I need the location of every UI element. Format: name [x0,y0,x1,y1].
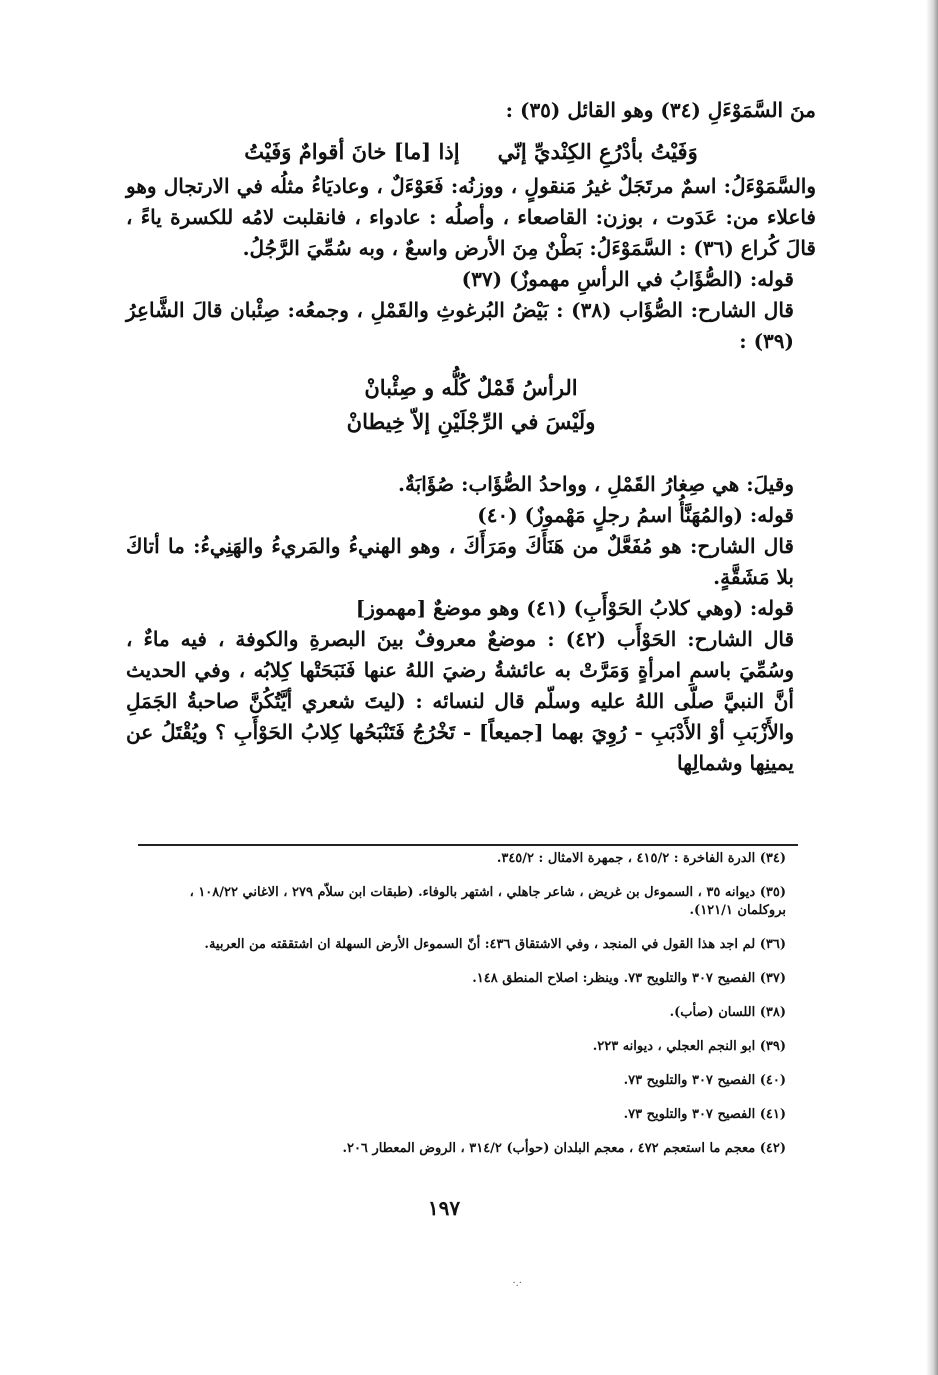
footnote-41: (٤١) الفصيح ٣٠٧ والتلويح ٧٣. [623,1107,786,1122]
footnote-38: (٣٨) اللسان (صأب). [669,1005,786,1020]
footnote-35-continued: بروكلمان ١٢١/١). [689,903,786,918]
footnote-35: (٣٥) ديوانه ٣٥ ، السموءل بن غريض ، شاعر جاهلي ، اشتهر بالوفاء. (طبقات ابن سلاّم ٢٧٩ ، الاغاني ١٠٨/٢٢ ، [189,885,786,900]
footnotes [136,850,786,1174]
footnote-36: (٣٦) لم اجد هذا القول في المنجد ، وفي الاشتقاق ٤٣٦: أنّ السموءل الأرض السهلة ان اشتققته من العربية. [204,937,786,952]
footnote-37: (٣٧) الفصيح ٣٠٧ والتلويح ٧٣. وينظر: اصلاح المنطق ١٤٨. [472,971,786,986]
footnote-42: (٤٢) معجم ما استعجم ٤٧٢ ، معجم البلدان (حوأب) ٣١٤/٢ ، الروض المعطار ٢٠٦. [342,1141,786,1156]
qawluh-suab: قوله: (الصُّؤَابُ في الرأسِ مهموزٌ) (٣٧) [461,267,794,291]
verse-hemistich-second: إذا [ما] خانَ أقوامٌ وَفَيْتُ [244,139,460,164]
paragraph-suab-commentary: قال الشارح: الصُّؤَاب (٣٨) : بَيْضُ البُرغوثِ والقَمْلِ ، وجمعُه: صِئْبان قالَ الشَّاعِرُ (٣٩) : [126,298,794,353]
footnote-34: (٣٤) الدرة الفاخرة : ٤١٥/٢ ، جمهرة الامثال : ٣٤٥/٢. [496,851,786,866]
paragraph-hawab-commentary: قال الشارح: الحَوْأَب (٤٢) : موضعٌ معروفٌ بينَ البصرةِ والكوفة ، فيه ماءٌ ، وسُمِّيَ باسمِ امرأةٍ وَمَرَّتْ به عائشةُ رضيَ اللهُ عنها فَنَبَحَتْها كِلابُه ، وفي الحديث أنَّ النبيَّ صلّى اللهُ عليه وسلّم قال لنسائه : (ليتَ شعري أيَّتُكُنَّ صاحبةُ الجَمَلِ والأَزْبَبِ أوْ الأَدْبَبِ - رُوِيَ بهما [جميعاً] - تَخْرُجُ فَتَنْبَحُها كِلابُ الحَوْأَبِ ؟ ويُقْتَلُ عن يمينِها وشمالِها [126,627,794,775]
footnote-separator [138,844,798,846]
verse-couplet-suab [126,371,816,439]
scan-speck: ·.· [512,1278,522,1289]
main-text [126,95,816,779]
verse-line-first: الرأسُ قَمْلٌ كُلُّه و صِئْبانْ [364,375,578,400]
footnote-39: (٣٩) ابو النجم العجلي ، ديوانه ٢٢٣. [592,1039,786,1054]
page-number: ١٩٧ [427,1196,461,1220]
verse-samawal [126,136,816,167]
paragraph-muhanna-commentary: قال الشارح: هو مُفَعَّلٌ من هَنَأَكَ ومَرَأَكَ ، وهو الهنيءُ والمَريءُ والهَنِيءُ: ما أتاكَ بلا مَشَقَّةٍ. [126,534,794,589]
opening-line: منَ السَّمَوْءَلِ (٣٤) وهو القائل (٣٥) : [505,98,816,122]
paragraph-samawal-etymology: والسَّمَوْءَلُ: اسمٌ مرتَجَلٌ غيرُ مَنقولٍ ، ووزنُه: فَعَوْءَلٌ ، وعاديَاءُ مثلُه في الارتجال وهو فاعلاء من: عَدَوت ، بوزن: القاصعاء ، وأصلُه : عادواء ، فانقلبت لامُه للكسرة ياءً ، قالَ كُراع (٣٦) : السَّمَوْءَلُ: بَطْنٌ مِنَ الأرض واسعٌ ، وبه سُمِّيَ الرَّجُلُ. [126,174,816,260]
verse-line-second: ولَيْسَ في الرِّجْلَيْنِ إلاّ خِيطانْ [346,409,596,434]
qawluh-hawab: قوله: (وهي كلابُ الحَوْأَبِ) (٤١) وهو موضعٌ [مهموز] [355,596,794,620]
verse-hemistich-first: وَفَيْتُ بأدْرُعِ الكِنْديِّ إنّي [497,139,698,164]
footnote-40: (٤٠) الفصيح ٣٠٧ والتلويح ٧٣. [623,1073,786,1088]
paragraph-suab-singular: وقيلَ: هي صِغارُ القَمْلِ ، وواحدُ الصُّؤَاب: صُؤَابَةٌ. [397,472,794,496]
scan-edge-shadow [926,0,938,1375]
qawluh-muhanna: قوله: (والمُهَنَّأُ اسمُ رجلٍ مَهْموزٌ) (٤٠) [477,503,794,527]
